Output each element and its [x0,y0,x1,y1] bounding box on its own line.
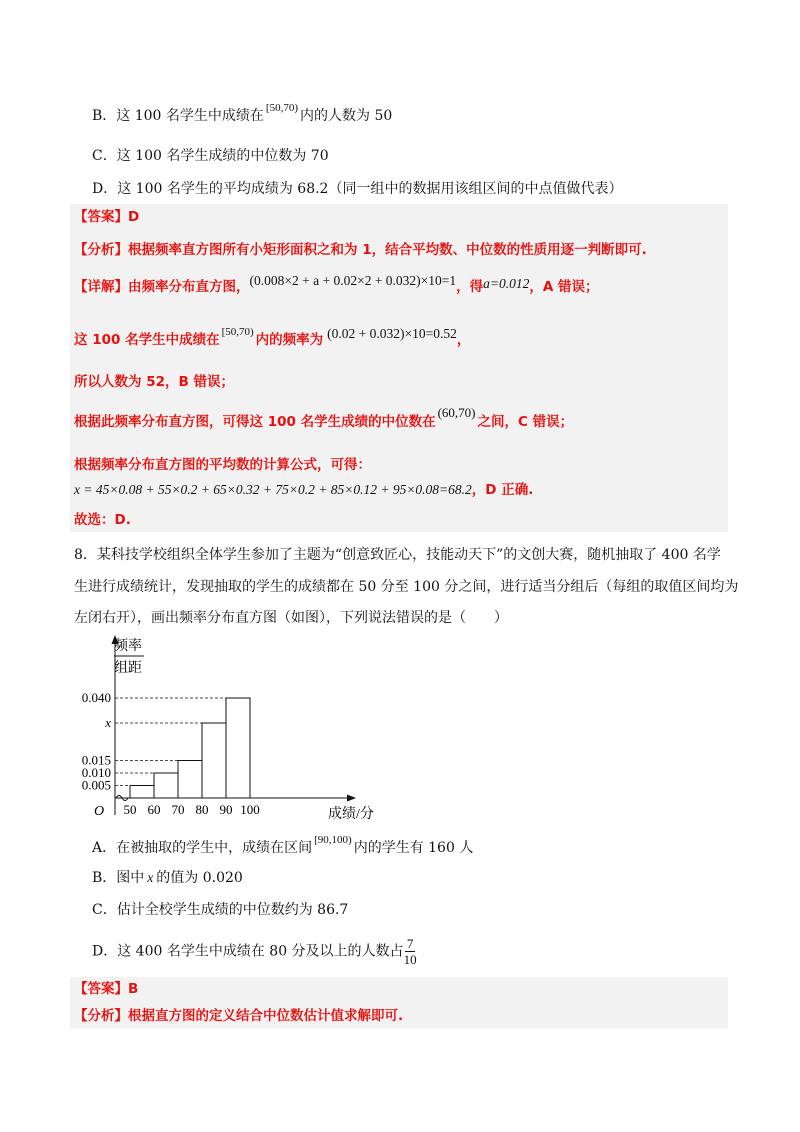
bar-[60,70) [154,773,178,798]
analysis-text: 根据频率直方图所有小矩形面积之和为 1，结合平均数、中位数的性质用逐一判断即可. [128,242,647,258]
detail-line-2 [74,326,471,351]
interval-50-70: [50,70) [265,102,298,114]
analysis-prev [74,240,647,260]
answer-8 [74,979,138,999]
interval-50-70-b: [50,70) [221,326,254,338]
histogram-chart [60,632,400,832]
var-x: x [147,870,154,885]
detail-l1-prefix: 由频率分布直方图， [128,279,250,295]
option-b-prev-text: B．这 100 名学生中成绩在 [92,108,264,124]
formula-1: (0.008×2 + a + 0.02×2 + 0.032)×10=1 [249,273,457,288]
detail-line-7: 故选：D. [74,512,131,528]
detail-l6-suffix: ，D 正确. [471,482,534,498]
x-tick-label: 90 [219,802,233,817]
x-axis-arrow [347,795,356,802]
result-a: a=0.012 [483,276,530,291]
option-b-prev-suffix: 内的人数为 50 [300,108,393,124]
detail-l1-suffix: ，A 错误； [529,279,599,295]
ylabel-top: 频率 [114,639,142,654]
detail-line-4 [74,405,574,432]
bar-[70,80) [178,761,202,799]
x-tick-label: 70 [171,802,185,817]
detail-l4-prefix: 根据此频率分布直方图，可得这 100 名学生成绩的中位数在 [74,414,436,430]
q8-option-d-prefix: D．这 400 名学生中成绩在 80 分及以上的人数占 [92,943,404,960]
q8-option-d [92,936,417,967]
detail-line-6 [74,480,533,500]
bar-[80,90) [202,723,226,798]
analysis-8 [74,1006,403,1026]
detail-l2-prefix: 这 100 名学生中成绩在 [74,332,220,348]
option-c-prev: C．这 100 名学生成绩的中位数为 70 [92,148,329,164]
q8-line-2: 生进行成绩统计，发现抽取的学生的成绩都在 50 分至 100 分之间，进行适当分组后（每组的取值区间均为 [74,579,739,595]
detail-l2-mid: 内的频率为 [255,332,324,348]
y-tick-labels [82,690,111,793]
ylabel-bottom: 组距 [114,661,142,676]
q8-option-b [92,868,243,888]
x-tick-labels [124,802,260,817]
bars [130,698,250,798]
detail-l4-suffix: 之间，C 错误； [477,414,574,430]
fraction-7-10 [404,936,417,967]
q8-option-a [92,834,474,859]
answer-8-value: B [128,981,139,997]
q8-line-3: 左闭右开），画出频率分布直方图（如图），下列说法错误的是（ ） [74,610,508,626]
q8-option-b-prefix: B．图中 [92,870,145,886]
q8-option-a-prefix: A．在被抽取的学生中，成绩在区间 [92,840,313,856]
y-tick-label: x [105,715,111,730]
fraction-denominator: 10 [403,952,417,967]
option-d-prev: D．这 100 名学生的平均成绩为 68.2（同一组中的数据用该组区间的中点值做代表） [92,181,623,197]
q8-option-a-suffix: 内的学生有 160 人 [353,840,474,856]
formula-2: (0.02 + 0.032)×10=0.52 [327,326,457,341]
fraction-numerator: 7 [406,936,414,951]
analysis-label: 【分析】 [74,242,128,258]
answer-value: D [128,209,140,225]
detail-l2-suffix: ， [456,332,471,348]
origin-label: O [94,804,105,819]
formula-mean: x = 45×0.08 + 55×0.2 + 65×0.32 + 75×0.2 + 85×0.12 + 95×0.08=68.2 [74,482,472,497]
answer-8-label: 【答案】 [74,981,128,997]
detail-line-5: 根据频率分布直方图的平均数的计算公式，可得： [74,457,371,473]
detail-line-3: 所以人数为 52，B 错误； [74,374,234,390]
q8-line-1: 8．某科技学校组织全体学生参加了主题为“创意致匠心，技能动天下”的文创大赛，随机抽取了 400 名学 [74,547,721,563]
interval-90-100: [90,100) [314,834,352,846]
y-tick-label: 0.010 [81,765,111,780]
y-tick-label: 0.040 [81,690,111,705]
answer-prev [74,207,139,227]
answer-label: 【答案】 [74,209,128,225]
y-tick-label: 0.015 [81,752,111,768]
bar-[50,60) [130,786,154,799]
option-b-prev [92,102,393,127]
x-tick-label: 60 [147,802,161,817]
x-tick-label: 100 [240,802,260,817]
x-tick-label: 80 [195,802,209,817]
analysis-8-text: 根据直方图的定义结合中位数估计值求解即可. [128,1008,404,1024]
detail-label: 【详解】 [74,279,128,295]
interval-60-70: (60,70) [437,405,476,420]
x-axis-label: 成绩/分 [328,807,374,822]
detail-line-1 [74,273,599,297]
y-tick-label: 0.005 [81,777,111,793]
analysis-8-label: 【分析】 [74,1008,128,1024]
detail-l1-mid: ，得 [456,279,484,295]
bar-[90,100) [226,698,250,798]
q8-option-b-suffix: 的值为 0.020 [156,870,243,886]
x-tick-label: 50 [123,802,137,817]
guide-lines [115,698,226,786]
q8-option-c: C．估计全校学生成绩的中位数约为 86.7 [92,902,349,918]
